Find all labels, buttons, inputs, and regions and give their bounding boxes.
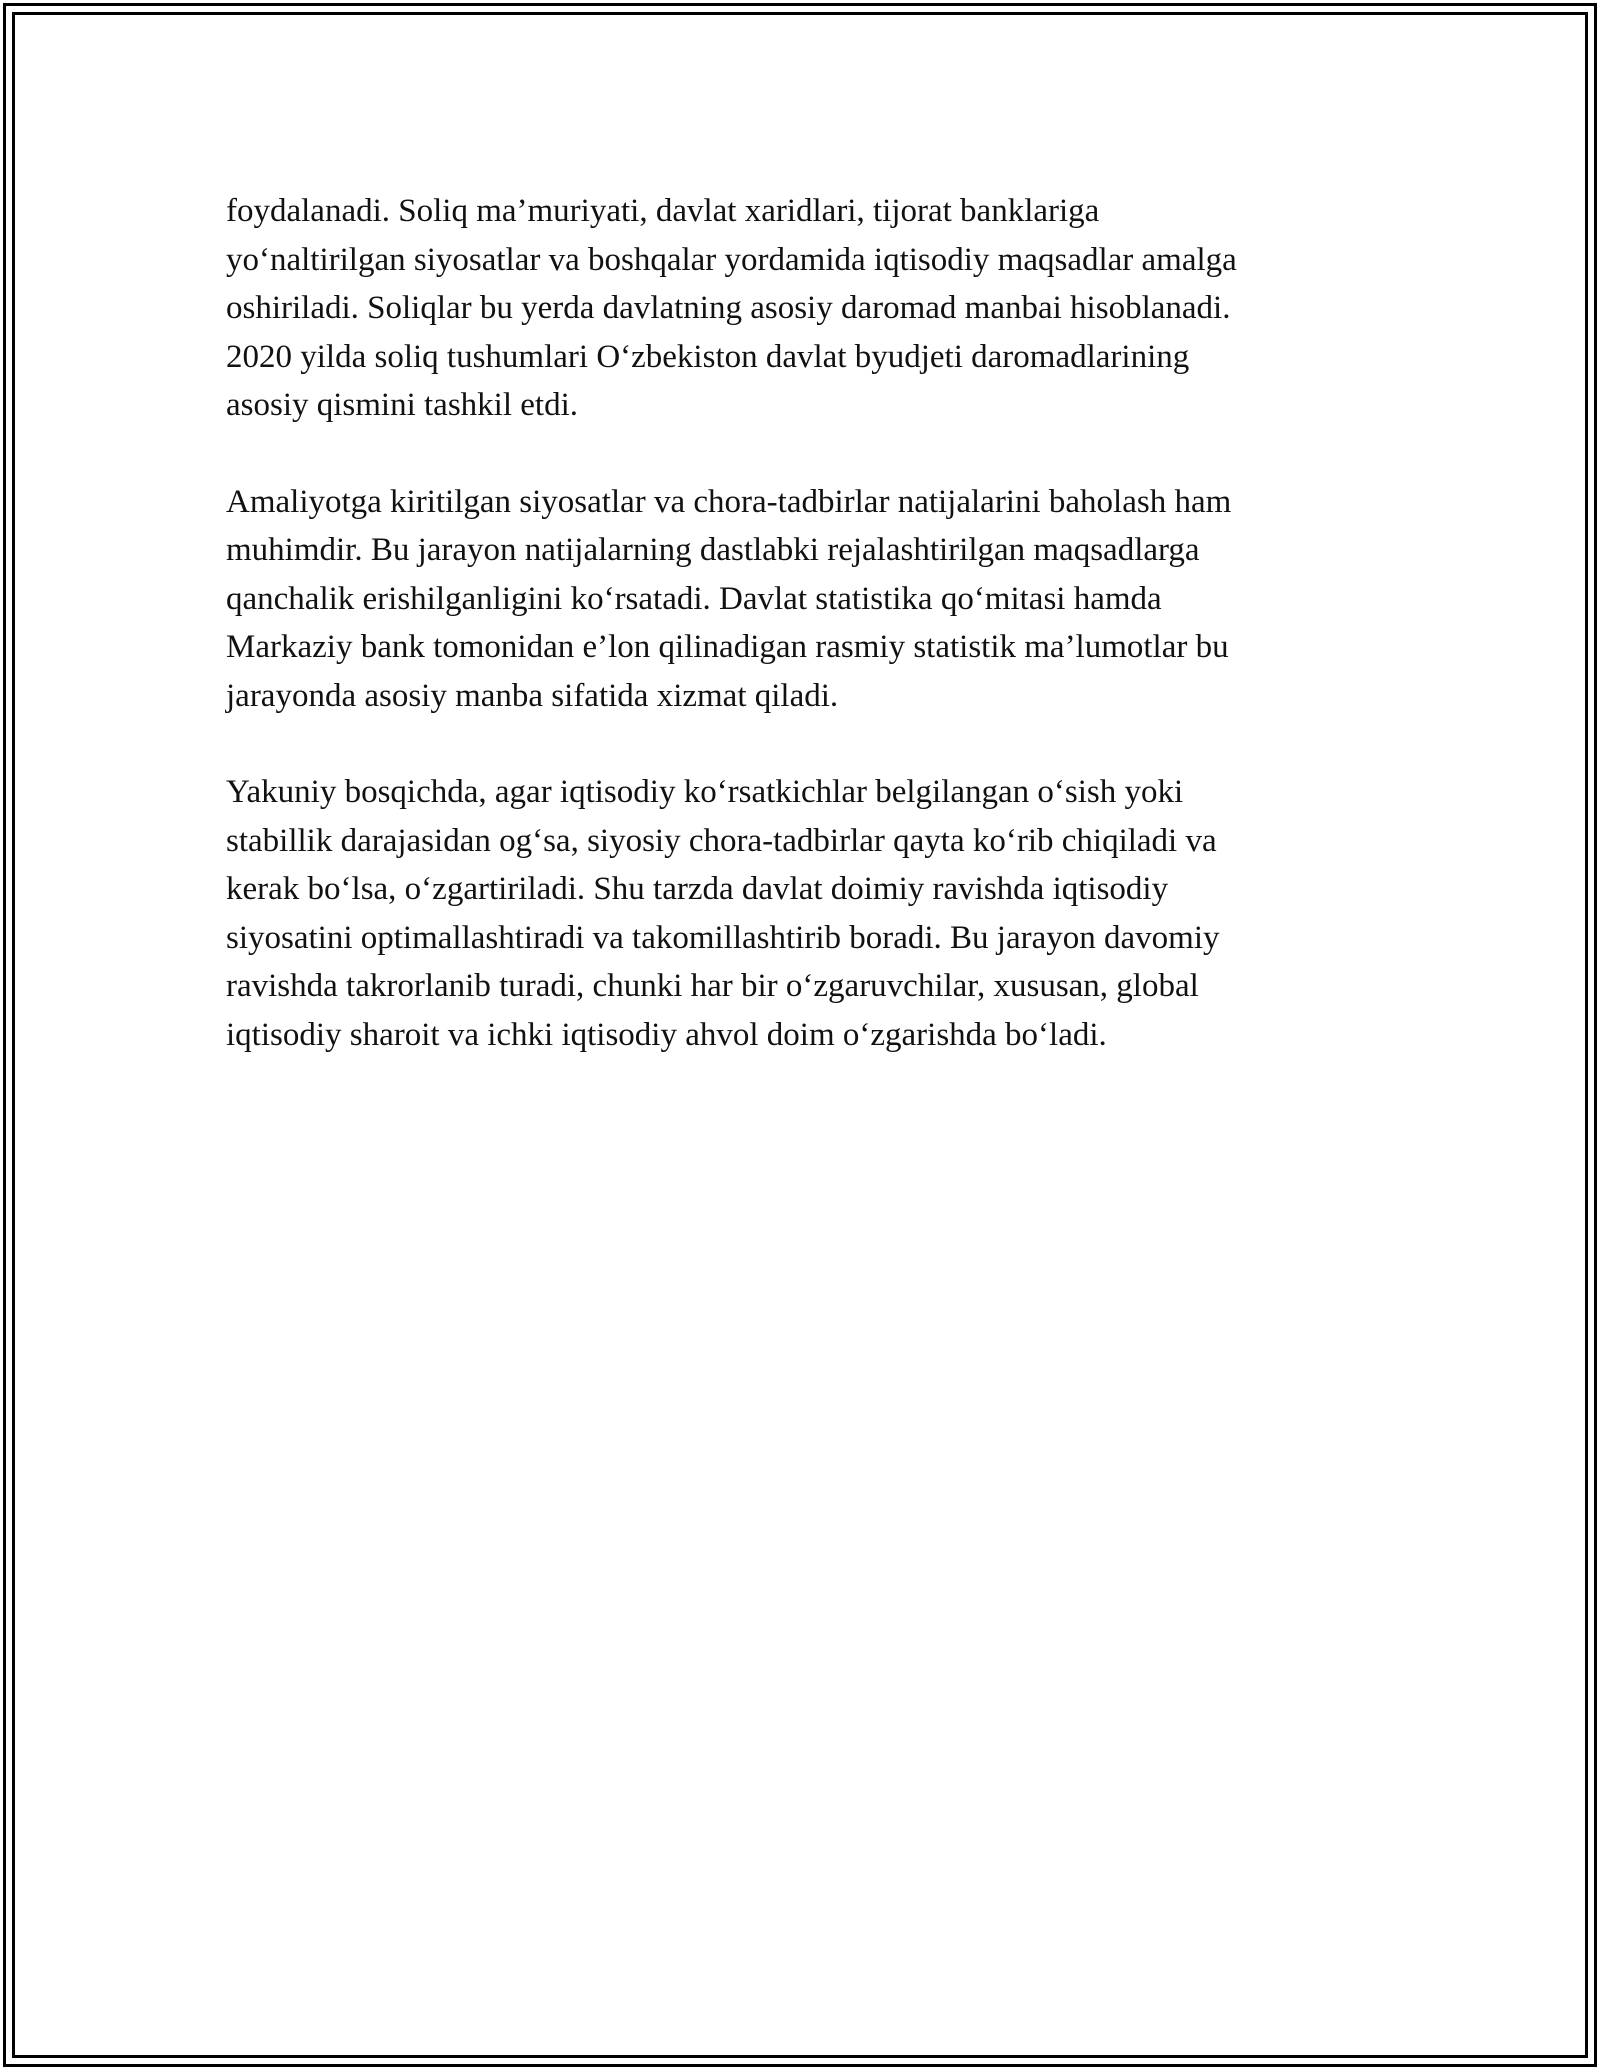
- paragraph-2: [226, 478, 1386, 721]
- paragraph-line: foydalanadi. Soliq ma’muriyati, davlat xaridlari, tijorat banklariga: [226, 193, 1100, 229]
- paragraph-line: yo‘naltirilgan siyosatlar va boshqalar yordamida iqtisodiy maqsadlar amalga: [226, 241, 1237, 278]
- paragraph-line: jarayonda asosiy manba sifatida xizmat qiladi.: [226, 677, 839, 714]
- paragraph-line: Yakuniy bosqichda, agar iqtisodiy ko‘rsatkichlar belgilangan o‘sish yoki: [226, 774, 1184, 810]
- paragraph-line: muhimdir. Bu jarayon natijalarning dastlabki rejalashtirilgan maqsadlarga: [226, 532, 1200, 568]
- paragraph-3: [226, 768, 1386, 1059]
- paragraph-line: kerak bo‘lsa, o‘zgartiriladi. Shu tarzda davlat doimiy ravishda iqtisodiy: [226, 871, 1169, 907]
- paragraph-line: asosiy qismini tashkil etdi.: [226, 387, 578, 423]
- paragraph-line: 2020 yilda soliq tushumlari O‘zbekiston davlat byudjeti daromadlarining: [226, 338, 1190, 375]
- paragraph-line: ravishda takrorlanib turadi, chunki har bir o‘zgaruvchilar, xususan, global: [226, 968, 1199, 1004]
- paragraph-1: [226, 187, 1386, 430]
- paragraph-line: stabillik darajasidan og‘sa, siyosiy chora-tadbirlar qayta ko‘rib chiqiladi va: [226, 822, 1217, 859]
- paragraph-line: siyosatini optimallashtiradi va takomillashtirib boradi. Bu jarayon davomiy: [226, 919, 1220, 956]
- document-body: [226, 187, 1386, 1107]
- paragraph-line: qanchalik erishilganligini ko‘rsatadi. Davlat statistika qo‘mitasi hamda: [226, 580, 1162, 617]
- paragraph-line: Markaziy bank tomonidan e’lon qilinadigan rasmiy statistik ma’lumotlar bu: [226, 629, 1229, 665]
- paragraph-line: iqtisodiy sharoit va ichki iqtisodiy ahvol doim o‘zgarishda bo‘ladi.: [226, 1016, 1107, 1053]
- paragraph-line: oshiriladi. Soliqlar bu yerda davlatning asosiy daromad manbai hisoblanadi.: [226, 290, 1231, 326]
- paragraph-line: Amaliyotga kiritilgan siyosatlar va chora-tadbirlar natijalarini baholash ham: [226, 483, 1232, 520]
